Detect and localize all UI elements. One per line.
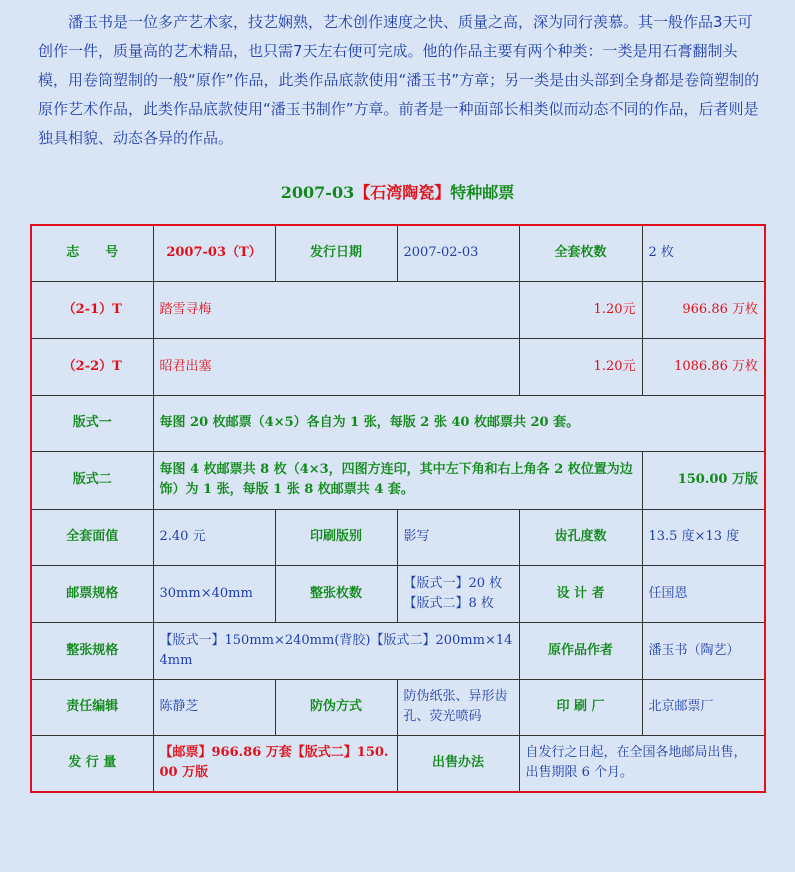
- label-cell: 全套面值: [31, 509, 153, 565]
- title-suffix: 特种邮票: [450, 183, 515, 202]
- table-row: [31, 735, 765, 792]
- label-cell: 责任编辑: [31, 679, 153, 735]
- label-cell: 整张枚数: [275, 565, 397, 622]
- page-title: [0, 180, 795, 203]
- value-cell: 自发行之日起，在全国各地邮局出售，出售期限 6 个月。: [519, 735, 765, 792]
- label-cell: 出售办法: [397, 735, 519, 792]
- stamp-price: 1.20元: [519, 281, 642, 338]
- value-cell: 【版式一】150mm×240mm(背胶)【版式二】200mm×144mm: [153, 622, 519, 679]
- value-cell: 2007-03（T）: [153, 225, 275, 281]
- table-row: [31, 451, 765, 509]
- title-red: 【石湾陶瓷】: [354, 183, 451, 202]
- value-cell: 陈静芝: [153, 679, 275, 735]
- stamp-name: 昭君出塞: [153, 338, 519, 395]
- table-row: [31, 679, 765, 735]
- label-cell: 全套枚数: [519, 225, 642, 281]
- label-cell: 发 行 量: [31, 735, 153, 792]
- label-cell: 齿孔度数: [519, 509, 642, 565]
- sheet-count-2: 【版式二】8 枚: [403, 595, 494, 611]
- value-cell: 防伪纸张、异形齿孔、荧光喷码: [397, 679, 519, 735]
- label-cell: 设 计 者: [519, 565, 642, 622]
- table-row: [31, 225, 765, 281]
- value-cell: 潘玉书（陶艺）: [642, 622, 765, 679]
- label-cell: 志 号: [31, 225, 153, 281]
- label-cell: 原作品作者: [519, 622, 642, 679]
- table-row: [31, 622, 765, 679]
- value-cell: 2 枚: [642, 225, 765, 281]
- value-cell: 2007-02-03: [397, 225, 519, 281]
- label-cell: 版式二: [31, 451, 153, 509]
- label-cell: 发行日期: [275, 225, 397, 281]
- label-cell: 防伪方式: [275, 679, 397, 735]
- title-prefix: 2007-03: [280, 183, 355, 202]
- stamp-name: 踏雪寻梅: [153, 281, 519, 338]
- value-cell: 北京邮票厂: [642, 679, 765, 735]
- stamp-qty: 1086.86 万枚: [642, 338, 765, 395]
- value-cell: [397, 565, 519, 622]
- intro-paragraph: 潘玉书是一位多产艺术家，技艺娴熟，艺术创作速度之快、质量之高，深为同行羡慕。其一般作品3天可创作一件，质量高的艺术精品，也只需7天左右便可完成。他的作品主要有两个种类：一类是用石膏翻制头模，用卷筒塑制的一般“原作”作品，此类作品底款使用“潘玉书”方章；另一类是由头部到全身都是卷筒塑制的原作艺术作品，此类作品底款使用“潘玉书制作”方章。前者是一种面部长相类似而动态不同的作品，后者则是独具相貌、动态各异的作品。: [38, 13, 760, 147]
- label-cell: 印刷版别: [275, 509, 397, 565]
- format-text: 每图 20 枚邮票（4×5）各自为 1 张，每版 2 张 40 枚邮票共 20 套。: [153, 395, 765, 451]
- stamp-qty: 966.86 万枚: [642, 281, 765, 338]
- stamp-info-table: [30, 224, 766, 793]
- table-row: [31, 565, 765, 622]
- stamp-code: （2-1）T: [31, 281, 153, 338]
- value-cell: 30mm×40mm: [153, 565, 275, 622]
- value-cell: 任国恩: [642, 565, 765, 622]
- label-cell: 整张规格: [31, 622, 153, 679]
- value-cell: 13.5 度×13 度: [642, 509, 765, 565]
- sheet-count-1: 【版式一】20 枚: [403, 575, 503, 591]
- table-row: [31, 395, 765, 451]
- value-cell: 2.40 元: [153, 509, 275, 565]
- label-cell: 版式一: [31, 395, 153, 451]
- label-cell: 印 刷 厂: [519, 679, 642, 735]
- stamp-price: 1.20元: [519, 338, 642, 395]
- label-cell: 邮票规格: [31, 565, 153, 622]
- format-text: 每图 4 枚邮票共 8 枚（4×3，四图方连印，其中左下角和右上角各 2 枚位置为边饰）为 1 张，每版 1 张 8 枚邮票共 4 套。: [153, 451, 642, 509]
- value-cell: 影写: [397, 509, 519, 565]
- table-row: [31, 509, 765, 565]
- format-qty: 150.00 万版: [642, 451, 765, 509]
- value-cell: 【邮票】966.86 万套【版式二】150.00 万版: [153, 735, 397, 792]
- table-row: [31, 281, 765, 338]
- stamp-code: （2-2）T: [31, 338, 153, 395]
- table-row: [31, 338, 765, 395]
